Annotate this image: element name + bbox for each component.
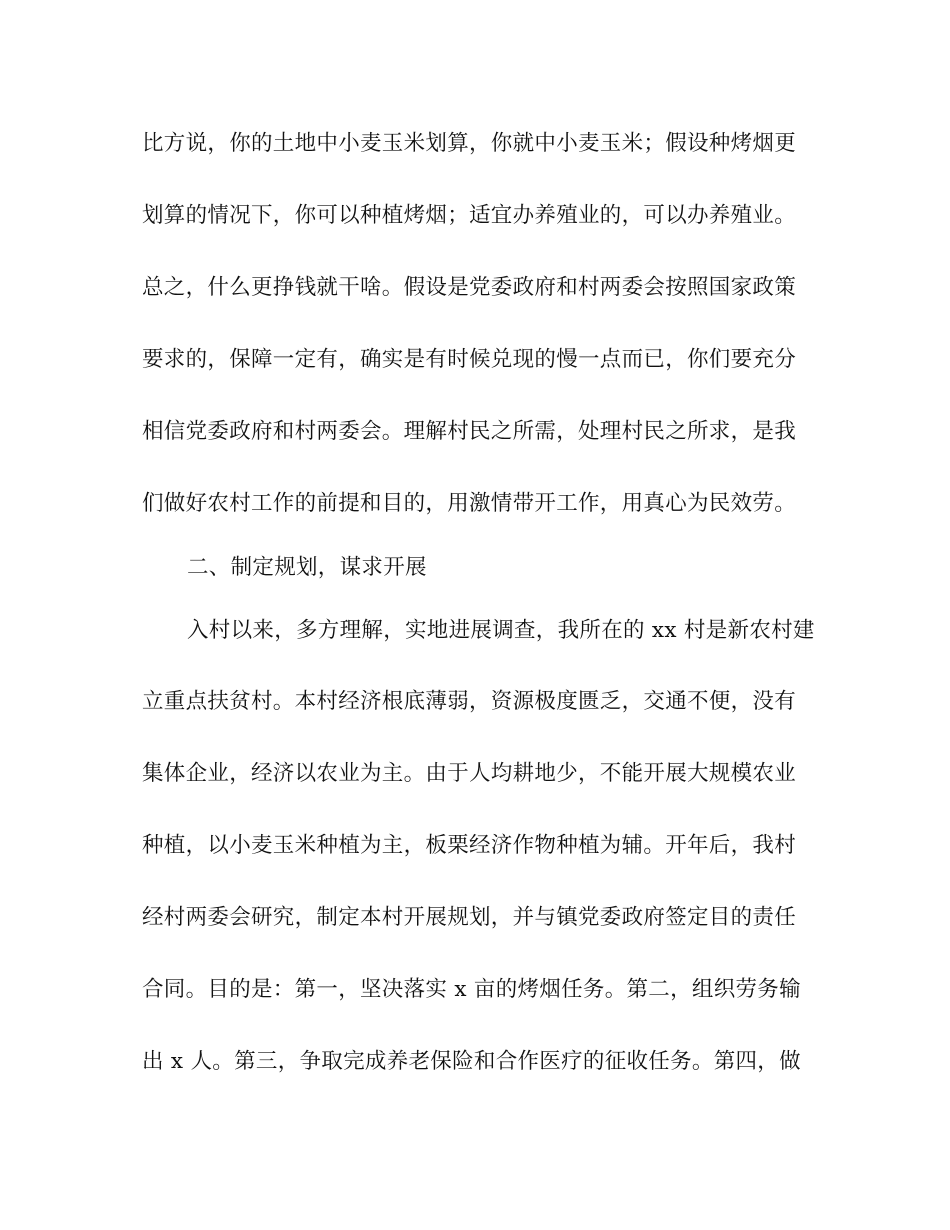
paragraph-line: 集体企业，经济以农业为主。由于人均耕地少，不能开展大规模农业	[142, 761, 797, 786]
paragraph-line: 合同。目的是：第一，坚决落实 x 亩的烤烟任务。第二，组织劳务输	[142, 977, 801, 1002]
paragraph-line: 划算的情况下，你可以种植烤烟；适宜办养殖业的，可以办养殖业。	[142, 203, 797, 228]
paragraph-line: 要求的，保障一定有，确实是有时候兑现的慢一点而已，你们要充分	[142, 347, 797, 372]
paragraph-line: 出 x 人。第三，争取完成养老保险和合作医疗的征收任务。第四，做	[142, 1049, 801, 1074]
paragraph-line: 入村以来，多方理解，实地进展调查，我所在的 xx 村是新农村建	[187, 618, 815, 643]
paragraph-line: 比方说，你的土地中小麦玉米划算，你就中小麦玉米；假设种烤烟更	[142, 131, 797, 156]
paragraph-line: 相信党委政府和村两委会。理解村民之所需，处理村民之所求，是我	[142, 419, 797, 444]
section-heading: 二、制定规划，谋求开展	[187, 555, 427, 580]
paragraph-line: 经村两委会研究，制定本村开展规划，并与镇党委政府签定目的责任	[142, 905, 797, 930]
paragraph-line: 立重点扶贫村。本村经济根底薄弱，资源极度匮乏，交通不便，没有	[142, 689, 797, 714]
paragraph-line: 种植，以小麦玉米种植为主，板栗经济作物种植为辅。开年后，我村	[142, 833, 797, 858]
paragraph-line: 总之，什么更挣钱就干啥。假设是党委政府和村两委会按照国家政策	[142, 275, 797, 300]
paragraph-line: 们做好农村工作的前提和目的，用激情带开工作，用真心为民效劳。	[142, 491, 797, 516]
